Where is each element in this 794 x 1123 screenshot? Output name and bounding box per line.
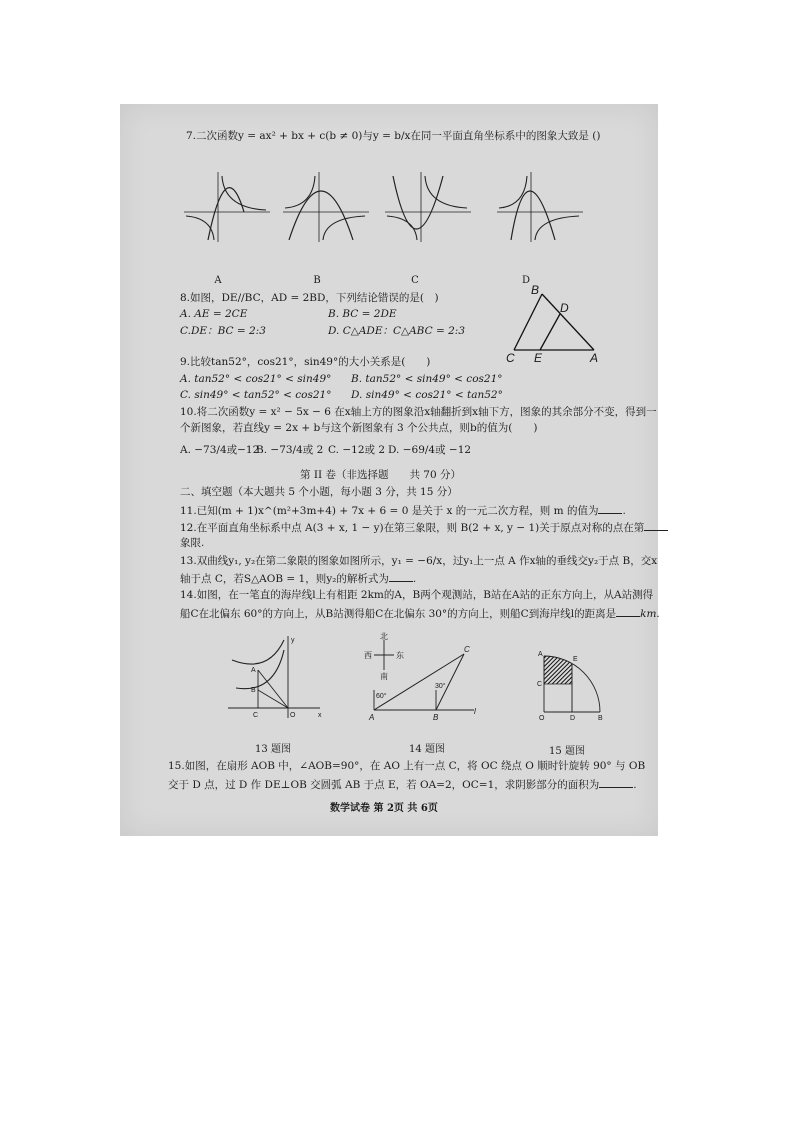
q11-answer-blank	[598, 503, 622, 514]
fig14-label-a: A	[369, 713, 375, 722]
q12-line1	[180, 520, 668, 535]
fig13-label-c: C	[253, 712, 259, 719]
q8-option-c: C.DE：BC = 2:3	[180, 325, 266, 337]
q12-line2: 象限.	[180, 537, 205, 549]
q9-text: 9.比较tan52°，cos21°，sin49°的大小关系是( )	[180, 356, 431, 368]
q8-triangle-figure	[504, 282, 604, 365]
q14-line2-content: 船C在北偏东 60°的方向上，从B站测得船C在北偏东 30°的方向上，则船C到海岸线l的距离是	[180, 608, 617, 620]
q15-line2-content: 交于 D 点，过 D 作 DE⊥OB 交圆弧 AB 于点 E，若 OA=2，OC=1，求阴影部分的面积为	[168, 779, 600, 791]
q11-text: 11.已知(m + 1)x^(m²+3m+4) + 7x + 6 = 0 是关于 x 的一元二次方程，则 m 的值为 .	[180, 505, 626, 517]
q7-option-c: C	[411, 275, 419, 286]
q8-option-d: D. C△ADE：C△ABC = 2:3	[328, 325, 466, 337]
q15-line2: 交于 D 点，过 D 作 DE⊥OB 交圆弧 AB 于点 E，若 OA=2，OC=1，求阴影部分的面积为 .	[168, 779, 637, 791]
q7-graph-d	[497, 172, 583, 242]
q15-line1: 15.如图，在扇形 AOB 中，∠AOB=90°，在 AO 上有一点 C，将 OC 绕点 O 顺时针旋转 90° 与 OB	[168, 760, 646, 772]
q9-option-d: D. sin49° < cos21° < tan52°	[351, 389, 503, 401]
fig15-label-c: C	[537, 681, 543, 688]
q7-option-a: A	[214, 275, 222, 286]
q10-option-c: C. −12或 2	[328, 444, 386, 456]
q8-text: 8.如图，DE//BC，AD = 2BD，下列结论错误的是( )	[180, 292, 439, 304]
q13-line2-content: 轴于点 C，若S△AOB = 1，则y₂的解析式为	[180, 573, 389, 585]
q9-option-b: B. tan52° < sin49° < cos21°	[351, 373, 503, 385]
figure-14-caption: 14 题图	[409, 744, 445, 755]
fig15-label-e: E	[573, 656, 578, 663]
q8-label-b: B	[531, 283, 540, 297]
q10-option-b: B. −73/4或 2	[256, 444, 324, 456]
fig15-label-b: B	[598, 715, 603, 722]
fig14-label-east: 东	[396, 651, 404, 660]
fig14-label-30: 30°	[435, 683, 446, 690]
q15-answer-blank	[599, 777, 633, 788]
q8-label-d: D	[560, 301, 569, 315]
q14-line2	[180, 606, 660, 621]
fig14-label-b: B	[433, 713, 439, 722]
q8-label-e: E	[534, 351, 543, 365]
figure-13	[228, 634, 328, 719]
q12-line1-content: 12.在平面直角坐标系中点 A(3 + x, 1 − y)在第三象限，则 B(2 + x, y − 1)关于原点对称的点在第	[180, 522, 645, 534]
fig15-label-o: O	[539, 715, 545, 722]
q10-option-d: D. −69/4或 −12	[388, 444, 472, 456]
q14-unit: km.	[640, 608, 660, 620]
q10-line2: 个新图象，若直线y = 2x + b与这个新图象有 3 个公共点，则b的值为( )	[180, 422, 538, 434]
q13-answer-blank	[389, 571, 413, 582]
q11-text-content: 11.已知(m + 1)x^(m²+3m+4) + 7x + 6 = 0 是关于 x 的一元二次方程，则 m 的值为	[180, 505, 599, 517]
q9-option-c: C. sin49° < tan52° < cos21°	[180, 389, 332, 401]
fig14-label-60: 60°	[376, 693, 387, 700]
q8-option-a: A. AE = 2CE	[180, 308, 248, 320]
figure-15	[532, 644, 612, 722]
q13-line1: 13.双曲线y₁, y₂在第二象限的图象如图所示，y₁ = −6/x，过y₁上一点 A 作x轴的垂线交y₂于点 B，交x	[180, 555, 658, 567]
q7-graph-b	[283, 172, 369, 242]
figure-13-caption: 13 题图	[255, 744, 291, 755]
q9-option-a: A. tan52° < cos21° < sin49°	[180, 373, 332, 385]
fig13-label-a: A	[251, 667, 256, 674]
fig14-label-l: l	[474, 707, 476, 716]
q10-option-a: A. −73/4或−12	[180, 444, 260, 456]
q13-line2: 轴于点 C，若S△AOB = 1，则y₂的解析式为 .	[180, 573, 417, 585]
fill-in-header: 二、填空题（本大题共 5 个小题，每小题 3 分，共 15 分）	[180, 486, 458, 498]
exam-page	[120, 104, 658, 836]
fig13-label-o: O	[290, 712, 296, 719]
figure-15-caption: 15 题图	[549, 746, 585, 757]
fig13-label-b: B	[251, 687, 256, 694]
q8-label-c: C	[506, 351, 515, 365]
q10-line1: 10.将二次函数y = x² − 5x − 6 在x轴上方的图象沿x轴翻折到x轴下方，图象的其余部分不变，得到一	[180, 406, 657, 418]
fig13-label-x: x	[318, 712, 322, 719]
q7-graph-a	[184, 172, 270, 242]
section-title: 第 II 卷（非选择题 共 70 分）	[300, 469, 462, 481]
q7-text: 7.二次函数y = ax² + bx + c(b ≠ 0)与y = b/x在同一平面直角坐标系中的图象大致是 ()	[186, 130, 601, 142]
q7-option-b: B	[313, 275, 321, 286]
q8-option-b: B. BC = 2DE	[328, 308, 397, 320]
fig14-label-north: 北	[380, 632, 388, 641]
q7-graph-c	[385, 172, 471, 242]
fig14-label-south: 南	[380, 672, 388, 681]
fig13-label-y: y	[291, 637, 295, 644]
fig14-label-west: 西	[364, 651, 372, 660]
q12-answer-blank	[644, 520, 668, 531]
q14-answer-blank	[616, 606, 640, 617]
q8-label-a: A	[590, 351, 599, 365]
figure-14	[364, 632, 484, 722]
q14-line1: 14.如图，在一笔直的海岸线l上有相距 2km的A，B两个观测站，B站在A站的正东方向上，从A站测得	[180, 589, 654, 601]
fig15-label-d: D	[570, 715, 576, 722]
page-footer: 数学试卷 第 2页 共 6页	[330, 803, 438, 814]
fig14-label-c: C	[464, 645, 470, 654]
fig15-label-a: A	[538, 651, 543, 658]
q7-option-d: D	[521, 275, 531, 286]
